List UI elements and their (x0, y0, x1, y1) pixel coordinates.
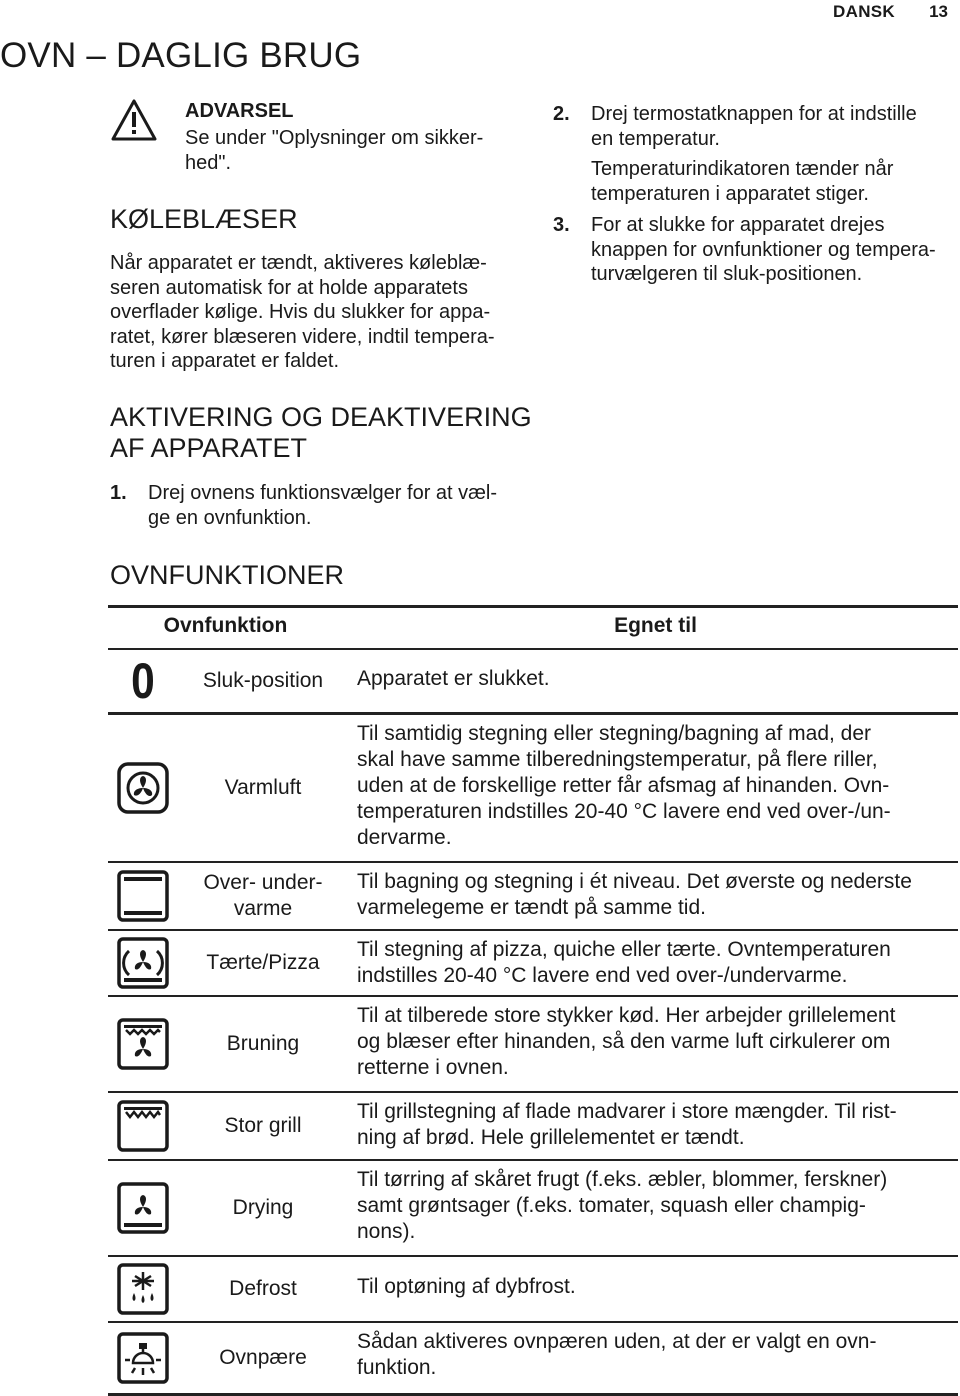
function-description: Sådan aktiveres ovnpæren uden, at der er valgt en ovn- funktion. (357, 1330, 877, 1379)
warning-icon (110, 98, 158, 142)
function-description: Til at tilberede store stykker kød. Her arbejder grillelement og blæser efter hinanden, så den varme luft cirkulerer om retterne i ovnen. (357, 1004, 896, 1079)
function-name: Tærte/Pizza (206, 951, 320, 974)
table-header (108, 605, 958, 650)
table-row (108, 1323, 958, 1396)
activation-title: AKTIVERING OG DEAKTIVERING AF APPARATET (110, 402, 532, 463)
step-number: 1. (110, 482, 127, 504)
top-bottom-heat-icon (108, 863, 178, 929)
oven-functions-title: OVNFUNKTIONER (110, 560, 345, 590)
language-label: DANSK (833, 2, 895, 21)
fan-icon (108, 715, 178, 861)
step-2-note: Temperaturindikatoren tænder når temperaturen i apparatet stiger. (591, 158, 894, 205)
grill-fan-icon (108, 997, 178, 1091)
step-1: 1. Drej ovnens funktionsvælger for at væl- ge en ovnfunktion. (110, 482, 498, 529)
function-name: Over- under- varme (203, 871, 323, 920)
step-number: 3. (553, 214, 570, 236)
column-header-use: Egnet til (614, 614, 697, 637)
function-description: Til samtidig stegning eller stegning/bagning af mad, der skal have samme tilberedningstemperatur, på flere riller, uden at de forskellige retter får afsmag af hinanden. Ovn- temperaturen indstilles 20-40 °C lavere end ved over-/un- dervarme. (357, 722, 891, 849)
page-number: 13 (929, 2, 948, 21)
table-row (108, 931, 958, 997)
function-description: Apparatet er slukket. (357, 667, 550, 690)
large-grill-icon (108, 1093, 178, 1159)
table-row (108, 1093, 958, 1161)
step-3: 3. For at slukke for apparatet drejes knappen for ovnfunktioner og tempera- turvælgeren til sluk-positionen. (553, 214, 936, 285)
function-name: Defrost (229, 1277, 297, 1300)
function-description: Til tørring af skåret frugt (f.eks. æbler, blommer, ferskner) samt grøntsager (f.eks. tomater, squash eller champig- nons). (357, 1168, 888, 1243)
oven-lamp-icon (108, 1323, 178, 1393)
function-description: Til stegning af pizza, quiche eller tærte. Ovntemperaturen indstilles 20-40 °C lavere end ved over-/undervarme. (357, 938, 891, 987)
cooling-fan-text: Når apparatet er tændt, aktiveres køleblæ- seren automatisk for at holde apparatets overflader kølige. Hvis du slukker for appa- ratet, kører blæseren videre, indtil tempera- turen i apparatet er faldet. (110, 252, 495, 372)
warning-title: ADVARSEL (185, 100, 294, 122)
page-title: OVN – DAGLIG BRUG (0, 36, 362, 75)
table-row (108, 1161, 958, 1257)
column-header-function: Ovnfunktion (163, 614, 288, 637)
cooling-fan-title: KØLEBLÆSER (110, 204, 298, 234)
function-name: Bruning (226, 1032, 300, 1055)
function-name: Drying (232, 1196, 294, 1219)
function-description: Til optøning af dybfrost. (357, 1275, 576, 1298)
step-number: 2. (553, 103, 570, 125)
table-row (108, 997, 958, 1093)
drying-icon (108, 1161, 178, 1255)
oven-functions-table (108, 605, 958, 1396)
function-name: Stor grill (224, 1114, 302, 1137)
defrost-icon (108, 1257, 178, 1321)
table-row (108, 1257, 958, 1323)
function-name: Varmluft (224, 776, 302, 799)
table-row (108, 715, 958, 863)
table-row (108, 863, 958, 931)
table-row (108, 650, 958, 715)
zero-symbol-icon: 0 (131, 653, 155, 709)
function-name: Ovnpære (219, 1346, 307, 1369)
function-name: Sluk-position (202, 669, 324, 692)
function-description: Til bagning og stegning i ét niveau. Det øverste og nederste varmelegeme er tændt på samme tid. (357, 870, 912, 919)
function-description: Til grillstegning af flade madvarer i store mængder. Til rist- ning af brød. Hele grillelementet er tændt. (357, 1100, 897, 1149)
step-2: 2. Drej termostatknappen for at indstille en temperatur. Temperaturindikatoren tænder når temperaturen i apparatet stiger. (553, 102, 958, 206)
warning-text: Se under "Oplysninger om sikker- hed". (185, 127, 484, 174)
pizza-icon (108, 931, 178, 995)
